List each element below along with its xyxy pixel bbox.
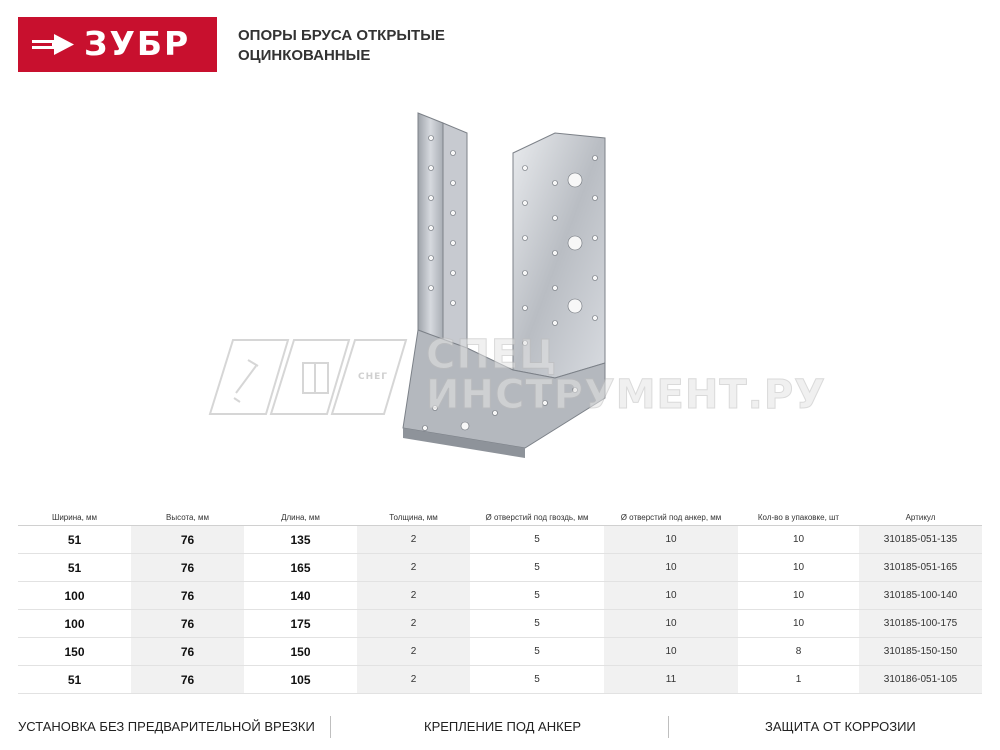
- cell-nail-hole: 5: [470, 638, 604, 666]
- header-length: Длина, мм: [244, 509, 357, 526]
- table-row: [18, 666, 982, 694]
- cell-height: 76: [131, 638, 244, 666]
- cell-anchor-hole: 11: [604, 666, 738, 694]
- cell-height: 76: [131, 610, 244, 638]
- cell-article: 310185-100-175: [859, 610, 982, 638]
- cell-nail-hole: 5: [470, 666, 604, 694]
- header-anchor-hole: Ø отверстий под анкер, мм: [604, 509, 738, 526]
- page-title: [238, 26, 445, 66]
- title-line-2: ОЦИНКОВАННЫЕ: [238, 47, 371, 64]
- cell-pack-qty: 1: [738, 666, 859, 694]
- cell-pack-qty: 8: [738, 638, 859, 666]
- cell-width: 100: [18, 582, 131, 610]
- cell-anchor-hole: 10: [604, 610, 738, 638]
- cell-length: 135: [244, 526, 357, 554]
- header-thickness: Толщина, мм: [357, 509, 470, 526]
- cell-nail-hole: 5: [470, 610, 604, 638]
- cell-thickness: 2: [357, 638, 470, 666]
- cell-length: 150: [244, 638, 357, 666]
- cell-anchor-hole: 10: [604, 554, 738, 582]
- arrow-logo-icon: [32, 31, 74, 58]
- cell-width: 51: [18, 526, 131, 554]
- header-pack-qty: Кол-во в упаковке, шт: [738, 509, 859, 526]
- cell-height: 76: [131, 526, 244, 554]
- table-row: [18, 582, 982, 610]
- cell-width: 51: [18, 666, 131, 694]
- cell-height: 76: [131, 554, 244, 582]
- cell-width: 150: [18, 638, 131, 666]
- feature-anchor-mount: КРЕПЛЕНИЕ ПОД АНКЕР: [424, 719, 582, 734]
- header-height: Высота, мм: [131, 509, 244, 526]
- feature-no-pre-cut: УСТАНОВКА БЕЗ ПРЕДВАРИТЕЛЬНОЙ ВРЕЗКИ: [18, 719, 315, 734]
- cell-anchor-hole: 10: [604, 526, 738, 554]
- cell-thickness: 2: [357, 526, 470, 554]
- watermark-line-2: ИНСТРУМЕНТ.РУ: [426, 372, 826, 418]
- brand-name: ЗУБР: [84, 24, 191, 63]
- cell-thickness: 2: [357, 666, 470, 694]
- spec-table: [18, 509, 982, 694]
- table-row: [18, 554, 982, 582]
- feature-divider: [668, 716, 669, 738]
- cell-article: 310185-100-140: [859, 582, 982, 610]
- cell-pack-qty: 10: [738, 554, 859, 582]
- cell-thickness: 2: [357, 610, 470, 638]
- cell-article: 310185-051-135: [859, 526, 982, 554]
- feature-strip: [0, 716, 1000, 738]
- cell-pack-qty: 10: [738, 526, 859, 554]
- table-row: [18, 610, 982, 638]
- feature-corrosion-protection: ЗАЩИТА ОТ КОРРОЗИИ: [765, 719, 916, 734]
- cell-article: 310186-051-105: [859, 666, 982, 694]
- feature-divider: [330, 716, 331, 738]
- brand-logo: [18, 17, 217, 72]
- cell-article: 310185-150-150: [859, 638, 982, 666]
- table-header-row: [18, 509, 982, 526]
- cell-pack-qty: 10: [738, 610, 859, 638]
- header-nail-hole: Ø отверстий под гвоздь, мм: [470, 509, 604, 526]
- title-line-1: ОПОРЫ БРУСА ОТКРЫТЫЕ: [238, 27, 445, 44]
- table-row: [18, 638, 982, 666]
- cell-width: 51: [18, 554, 131, 582]
- cell-height: 76: [131, 582, 244, 610]
- table-row: [18, 526, 982, 554]
- cell-nail-hole: 5: [470, 582, 604, 610]
- cell-pack-qty: 10: [738, 582, 859, 610]
- cell-thickness: 2: [357, 582, 470, 610]
- cell-height: 76: [131, 666, 244, 694]
- cell-width: 100: [18, 610, 131, 638]
- watermark-badge: СНЕГ: [358, 372, 389, 382]
- watermark-line-1: СПЕЦ: [426, 332, 558, 378]
- header-article: Артикул: [859, 509, 982, 526]
- cell-length: 105: [244, 666, 357, 694]
- cell-length: 140: [244, 582, 357, 610]
- cell-nail-hole: 5: [470, 526, 604, 554]
- header-width: Ширина, мм: [18, 509, 131, 526]
- cell-anchor-hole: 10: [604, 582, 738, 610]
- cell-length: 175: [244, 610, 357, 638]
- watermark: [208, 332, 826, 418]
- cell-article: 310185-051-165: [859, 554, 982, 582]
- cell-thickness: 2: [357, 554, 470, 582]
- cell-length: 165: [244, 554, 357, 582]
- cell-anchor-hole: 10: [604, 638, 738, 666]
- cell-nail-hole: 5: [470, 554, 604, 582]
